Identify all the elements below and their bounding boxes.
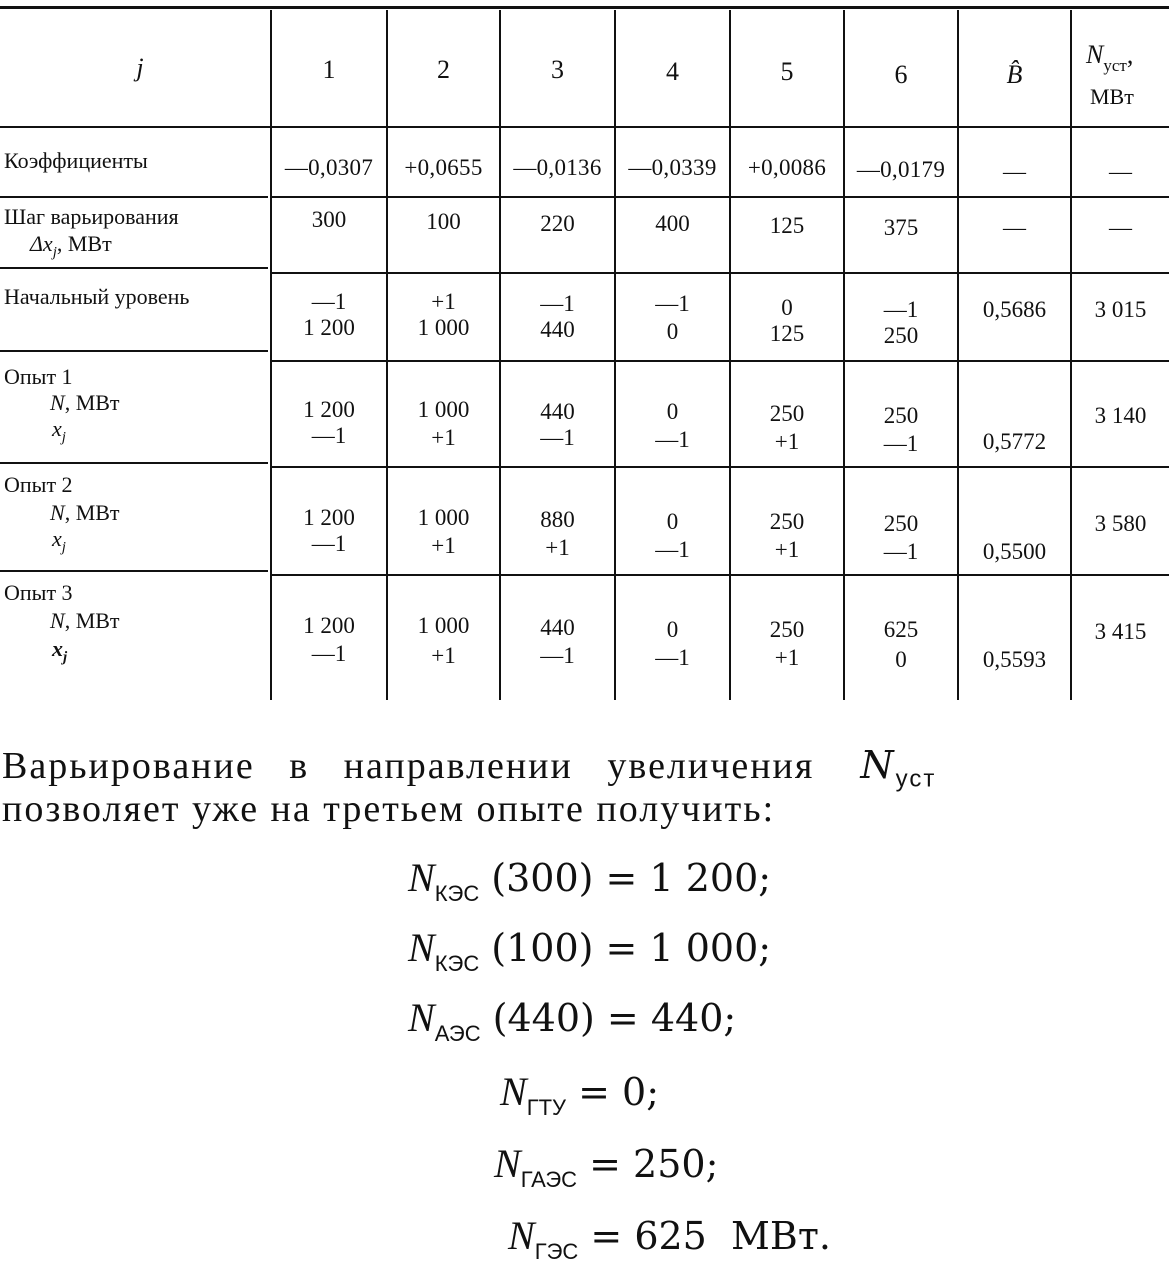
step-col-1: 300 [311,207,347,232]
paragraph-line-2: позволяет уже на третьем опыте получить: [2,788,776,830]
start-x-col-5: 0 [781,295,793,320]
row-label-exp2-x: $x_j$ [52,526,66,556]
row-label-exp3-x: $x_j$ [52,636,68,666]
exp2-x-col-5: +1 [774,537,800,562]
row-rule [0,570,268,572]
exp1-x-col-2: +1 [431,425,456,450]
exp2-n-col-4: 0 [666,509,679,534]
start-n-col-4: 0 [666,319,679,344]
row-label-exp3: Опыт 3 [4,580,73,605]
equation-kes-300: $N_{КЭС}$ (300) = 1 200; [408,855,772,906]
exp1-x-col-3: —1 [540,425,575,450]
exp1-n-col-6: 250 [883,403,919,428]
row-label-exp2-n: N, МВт [50,500,120,525]
exp1-n-col-4: 0 [666,399,679,424]
header-b-hat: B̂ [1006,60,1023,89]
row-label-exp2: Опыт 2 [4,472,73,497]
exp3-x-col-6: 0 [895,647,907,672]
start-x-col-6: —1 [883,297,919,322]
header-n-symbol: N [1086,40,1104,69]
equation-kes-100: $N_{КЭС}$ (100) = 1 000; [408,925,772,976]
col-divider [843,10,845,700]
col-divider [614,10,616,700]
step-col-2: 100 [426,209,461,234]
header-units: МВт [1090,84,1134,109]
start-b: 0,5686 [982,297,1047,322]
exp2-x-col-1: —1 [311,531,347,556]
step-col-3: 220 [540,211,575,236]
step-b: — [1003,215,1026,240]
exp2-n-col-2: 1 000 [417,505,470,530]
row-rule [0,462,268,464]
col-divider [729,10,731,700]
header-n-subscript: уст [1103,56,1127,75]
start-x-col-1: —1 [311,289,347,314]
exp1-x-col-1: —1 [311,423,347,448]
exp3-b: 0,5593 [982,647,1047,672]
exp2-n-col-6: 250 [883,511,919,536]
exp3-x-col-5: +1 [774,645,800,670]
exp3-x-col-4: —1 [655,645,690,670]
coef-col-5: +0,0086 [747,155,827,180]
row-rule [272,360,1169,362]
coef-col-2: +0,0655 [404,155,483,180]
exp2-n-col-1: 1 200 [303,505,355,530]
row-label-exp1-n: N, МВт [50,390,120,415]
exp2-x-col-4: —1 [655,537,690,562]
exp3-n-col-6: 625 [883,617,919,642]
start-n-col-1: 1 200 [303,315,355,340]
col-divider [270,10,272,700]
row-label-exp1: Опыт 1 [4,364,73,389]
header-col-3: 3 [551,55,564,84]
col-divider [1070,10,1072,700]
exp3-n-col-3: 440 [540,615,575,640]
table-top-rule [0,6,1169,9]
exp3-n-col-5: 250 [769,617,805,642]
exp2-n-col-3: 880 [540,507,575,532]
start-x-col-4: —1 [655,291,690,316]
equation-aes-440: $N_{АЭС}$ (440) = 440; [408,995,737,1046]
equation-gaes: $N_{ГАЭС} = 250$; [494,1141,719,1192]
header-col-6: 6 [894,60,908,89]
exp1-n-col-5: 250 [769,401,805,426]
row-rule [272,196,1169,198]
step-n: — [1109,215,1132,240]
row-label-exp1-x: $x_j$ [52,416,66,446]
col-divider [957,10,959,700]
coef-col-6: —0,0179 [856,157,946,182]
start-n-col-2: 1 000 [417,315,470,340]
step-col-6: 375 [883,215,919,240]
paragraph-line-1: Варьирование в направлении увеличения $N_{уст}$ [2,743,937,793]
row-rule [0,350,268,352]
exp2-n: 3 580 [1094,511,1147,536]
exp2-b: 0,5500 [982,539,1047,564]
coef-col-3: —0,0136 [513,155,602,180]
start-x-col-3: —1 [540,291,575,316]
row-label-coefficients: Коэффициенты [4,148,148,173]
start-n-col-6: 250 [883,323,919,348]
exp3-x-col-3: —1 [540,643,575,668]
row-rule [272,466,1169,468]
header-j: j [136,53,144,82]
start-n-col-3: 440 [540,317,575,342]
row-rule [272,272,1169,274]
header-col-5: 5 [780,57,794,86]
header-col-2: 2 [437,55,450,84]
step-col-4: 400 [655,211,690,236]
step-col-5: 125 [769,213,805,238]
row-label-exp3-n: N, МВт [50,608,120,633]
exp3-x-col-2: +1 [431,643,456,668]
start-n: 3 015 [1094,297,1147,322]
exp2-x-col-3: +1 [545,535,570,560]
start-n-col-5: 125 [769,321,805,346]
header-rule [0,126,1169,128]
row-rule [272,574,1169,576]
exp3-n-col-1: 1 200 [303,613,355,638]
row-rule [0,196,268,198]
coef-col-1: —0,0307 [284,155,374,180]
coef-col-4: —0,0339 [628,155,717,180]
exp1-n: 3 140 [1094,403,1147,428]
equation-gtu: $N_{ГТУ} = 0$; [500,1069,660,1120]
header-col-4: 4 [666,57,679,86]
start-x-col-2: +1 [431,289,456,314]
exp1-x-col-6: —1 [883,431,919,456]
row-label-step-units: $\Delta x_j$, МВт [30,231,112,261]
exp1-x-col-5: +1 [774,429,800,454]
exp3-n-col-4: 0 [666,617,679,642]
exp2-n-col-5: 250 [769,509,805,534]
exp1-n-col-1: 1 200 [303,397,355,422]
coef-n: — [1109,159,1132,184]
exp2-x-col-6: —1 [883,539,919,564]
exp1-n-col-2: 1 000 [417,397,470,422]
coef-b: — [1003,159,1026,184]
exp3-n: 3 415 [1094,619,1147,644]
exp1-x-col-4: —1 [655,427,690,452]
equation-ges: $N_{ГЭС} = 625$ МВт. [508,1213,831,1264]
col-divider [386,10,388,700]
exp1-n-col-3: 440 [540,399,575,424]
exp1-b: 0,5772 [982,429,1047,454]
row-label-start: Начальный уровень [4,284,190,309]
row-label-step: Шаг варьирования [4,204,179,229]
col-divider [499,10,501,700]
exp2-x-col-2: +1 [431,533,456,558]
row-rule [0,267,268,269]
exp3-n-col-2: 1 000 [417,613,470,638]
header-n-ust: $N_{уст}$, [1086,40,1134,75]
header-col-1: 1 [322,55,336,84]
exp3-x-col-1: —1 [311,641,347,666]
